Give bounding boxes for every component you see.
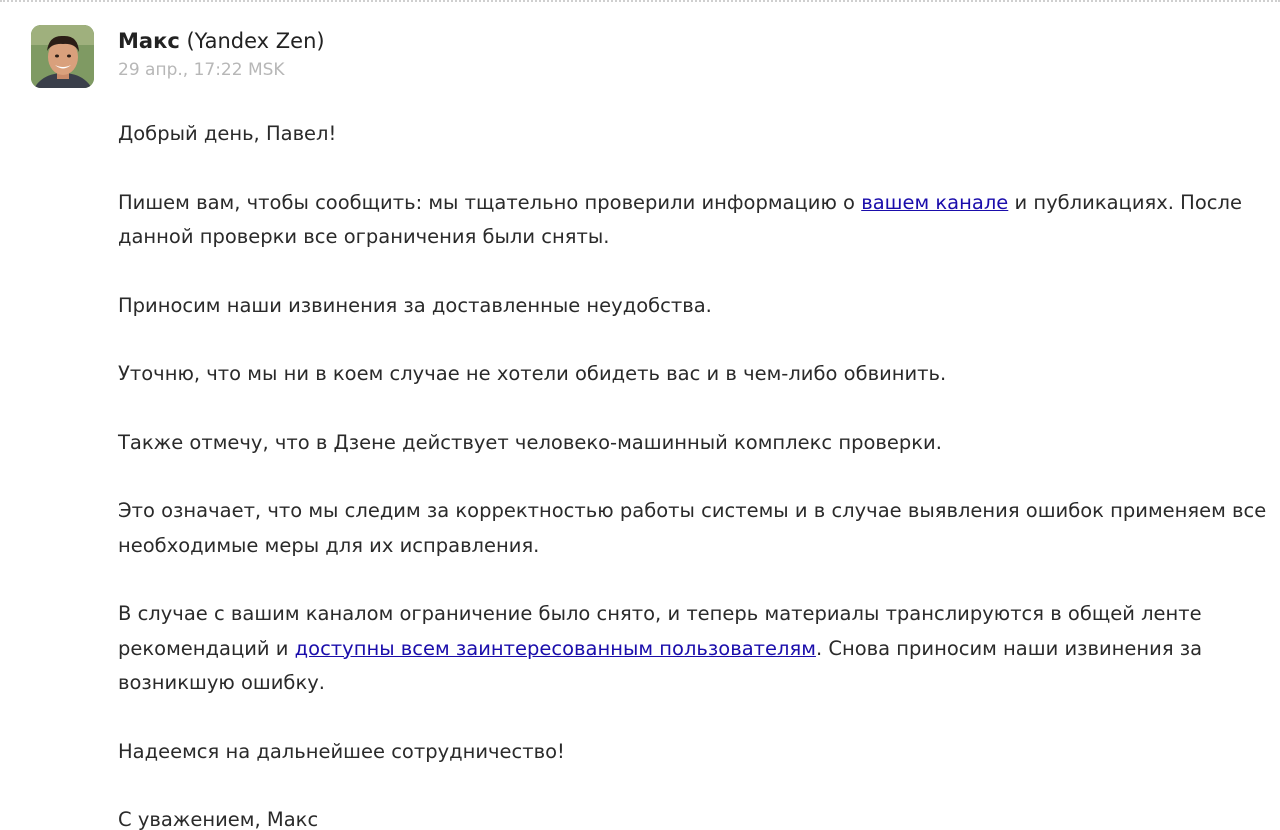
available-users-link[interactable]: доступны всем заинтересованным пользователям	[294, 636, 816, 660]
sender-org: (Yandex Zen)	[186, 29, 325, 53]
paragraph-clarification: Уточню, что мы ни в коем случае не хотели обидеть вас и в чем-либо обвинить.	[118, 362, 947, 385]
message-timestamp: 29 апр., 17:22 MSK	[118, 60, 285, 80]
greeting-paragraph: Добрый день, Павел!	[118, 122, 337, 145]
paragraph-monitoring: Это означает, что мы следим за корректностью работы системы и в случае выявления ошибок применяем все необходимые меры для их исправления.	[118, 499, 1267, 557]
paragraph-restriction-lifted: В случае с вашим каналом ограничение было снято, и теперь материалы транслируются в общей ленте рекомендаций и доступны всем заинтересованным пользователям. Снова приносим наши извинения за возникшую ошибку.	[118, 602, 1203, 694]
sender-name: Макс	[118, 29, 180, 53]
paragraph-channel-check: Пишем вам, чтобы сообщить: мы тщательно проверили информацию о вашем канале и публикациях. После данной проверки все ограничения были сняты.	[118, 190, 1242, 248]
message-header	[118, 27, 325, 81]
paragraph-cooperation: Надеемся на дальнейшее сотрудничество!	[118, 739, 565, 763]
top-divider	[0, 0, 1280, 2]
avatar[interactable]	[31, 25, 94, 88]
sender[interactable]	[118, 27, 325, 55]
user-photo-icon	[31, 25, 94, 88]
signature: С уважением, Макс	[118, 808, 319, 830]
paragraph-review-system: Также отмечу, что в Дзене действует человеко-машинный комплекс проверки.	[118, 430, 942, 454]
message-body	[118, 117, 1268, 830]
paragraph-apology: Приносим наши извинения за доставленные неудобства.	[118, 293, 712, 317]
channel-link[interactable]: вашем канале	[861, 190, 1009, 214]
